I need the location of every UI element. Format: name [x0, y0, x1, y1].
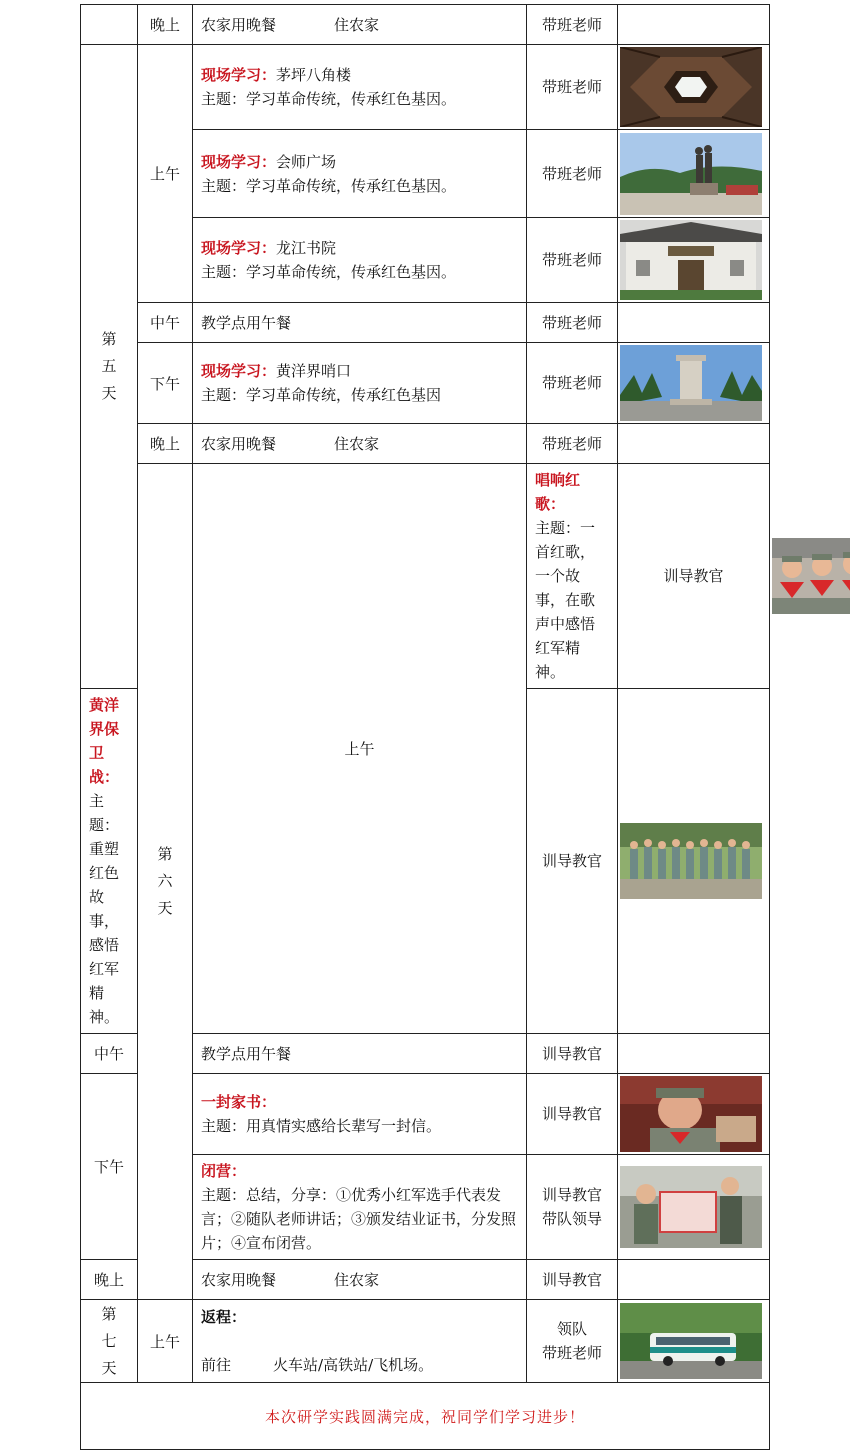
activity-title: 现场学习：	[201, 66, 277, 84]
activity-cell	[193, 218, 527, 303]
letter-writing-photo	[620, 1076, 762, 1152]
photo-cell	[618, 1300, 770, 1383]
teacher-cell: 训导教官	[527, 1260, 618, 1300]
stay-text: 住农家	[334, 434, 380, 453]
activity-cell	[81, 689, 138, 1034]
photo-cell-empty	[618, 1034, 770, 1074]
photo-cell	[618, 130, 770, 218]
activity-cell	[527, 464, 618, 689]
closing-message: 本次研学实践圆满完成，祝同学们学习进步！	[81, 1383, 770, 1450]
table-row	[81, 303, 770, 343]
meal-text: 农家用晚餐	[201, 434, 277, 453]
teacher-cell: 训导教官 带队领导	[527, 1155, 618, 1260]
photo-cell-empty	[618, 1260, 770, 1300]
teacher-cell: 带班老师	[527, 5, 618, 45]
certificate-photo	[620, 1166, 762, 1248]
period-morning: 上午	[193, 464, 527, 1034]
day-label-7: 第 七 天	[81, 1300, 138, 1383]
activity-theme: 主题：总结，分享：①优秀小红军选手代表发言；②随队老师讲话；③颁发结业证书，分发照片；④宣布闭营。	[201, 1186, 517, 1252]
period-afternoon: 下午	[138, 343, 193, 424]
teacher-cell: 带班老师	[527, 303, 618, 343]
activity-title: 一封家书：	[201, 1093, 277, 1111]
activity-cell	[193, 1074, 527, 1155]
octagon-building-photo	[620, 47, 762, 127]
stay-text: 住农家	[334, 15, 380, 34]
activity-cell	[193, 5, 527, 45]
day-label-6: 第 六 天	[138, 464, 193, 1300]
photo-cell	[618, 45, 770, 130]
go-text: 前往	[201, 1356, 232, 1374]
activity-theme: 主题：用真情实感给长辈写一封信。	[201, 1117, 442, 1135]
academy-building-photo	[620, 220, 762, 300]
bus-photo	[620, 1303, 762, 1379]
table-row	[81, 424, 770, 464]
photo-cell	[618, 1074, 770, 1155]
period-evening: 晚上	[81, 1260, 138, 1300]
teacher-cell: 带班老师	[527, 45, 618, 130]
activity-place: 茅坪八角楼	[276, 66, 352, 84]
period-morning: 上午	[138, 1300, 193, 1383]
activity-place: 龙江书院	[276, 239, 337, 257]
table-row	[81, 5, 770, 45]
activity-title: 返程：	[201, 1308, 247, 1326]
period-evening: 晚上	[138, 424, 193, 464]
teacher-cell: 带班老师	[527, 130, 618, 218]
table-row	[81, 464, 770, 689]
itinerary-table	[80, 4, 770, 1450]
photo-cell-empty	[618, 5, 770, 45]
activity-theme: 主题：学习革命传统，传承红色基因。	[201, 176, 457, 195]
teacher-cell: 领队 带班老师	[527, 1300, 618, 1383]
table-row	[81, 45, 770, 130]
meal-text: 农家用晚餐	[201, 1270, 277, 1289]
photo-cell-empty	[618, 303, 770, 343]
activity-cell	[193, 1155, 527, 1260]
teacher-cell: 训导教官	[527, 689, 618, 1034]
destination-text: 火车站/高铁站/飞机场。	[273, 1356, 434, 1374]
period-morning: 上午	[138, 45, 193, 303]
photo-cell	[618, 218, 770, 303]
activity-title: 现场学习：	[201, 362, 277, 380]
activity-place: 黄洋界哨口	[276, 362, 352, 380]
activity-title: 现场学习：	[201, 239, 277, 257]
activity-theme: 主题：一首红歌，一个故事，在歌声中感悟红军精神。	[535, 519, 596, 681]
activity-cell	[193, 45, 527, 130]
table-row	[81, 1383, 770, 1450]
activity-cell	[193, 130, 527, 218]
day-cell-empty	[81, 5, 138, 45]
activity-theme: 主题：学习革命传统，传承红色基因。	[201, 263, 457, 281]
stay-text: 住农家	[334, 1270, 380, 1289]
teacher-cell: 训导教官	[527, 1034, 618, 1074]
activity-theme: 主题：学习革命传统，传承红色基因	[201, 386, 442, 404]
activity-cell	[193, 343, 527, 424]
meal-text: 农家用晚餐	[201, 15, 277, 34]
table-row	[81, 1300, 770, 1383]
activity-title: 黄洋界保卫战：	[89, 696, 120, 786]
activity-cell	[193, 424, 527, 464]
period-evening: 晚上	[138, 5, 193, 45]
photo-cell	[618, 343, 770, 424]
photo-cell	[618, 689, 770, 1034]
period-afternoon: 下午	[81, 1074, 138, 1260]
activity-place: 会师广场	[276, 152, 337, 171]
teacher-cell: 带班老师	[527, 343, 618, 424]
photo-cell-empty	[618, 424, 770, 464]
activity-title: 现场学习：	[201, 152, 277, 171]
activity-theme: 主题：学习革命传统，传承红色基因。	[201, 90, 457, 108]
activity-cell	[193, 1260, 527, 1300]
monument-photo	[620, 345, 762, 421]
red-song-children-photo	[772, 538, 850, 614]
period-noon: 中午	[81, 1034, 138, 1074]
activity-theme: 主题：重塑红色故事，感悟红军精神。	[89, 792, 120, 1026]
day-label-5: 第 五 天	[81, 45, 138, 689]
photo-cell	[618, 1155, 770, 1260]
table-row	[81, 343, 770, 424]
teacher-cell: 训导教官	[527, 1074, 618, 1155]
activity-cell	[193, 1300, 527, 1383]
teacher-cell: 带班老师	[527, 424, 618, 464]
activity-title: 唱响红歌：	[535, 471, 581, 513]
marching-troops-photo	[620, 823, 762, 899]
period-noon: 中午	[138, 303, 193, 343]
activity-cell: 教学点用午餐	[193, 1034, 527, 1074]
activity-title: 闭营：	[201, 1162, 247, 1180]
teacher-cell: 训导教官	[618, 464, 770, 689]
teacher-cell: 带班老师	[527, 218, 618, 303]
statue-square-photo	[620, 133, 762, 215]
activity-cell: 教学点用午餐	[193, 303, 527, 343]
